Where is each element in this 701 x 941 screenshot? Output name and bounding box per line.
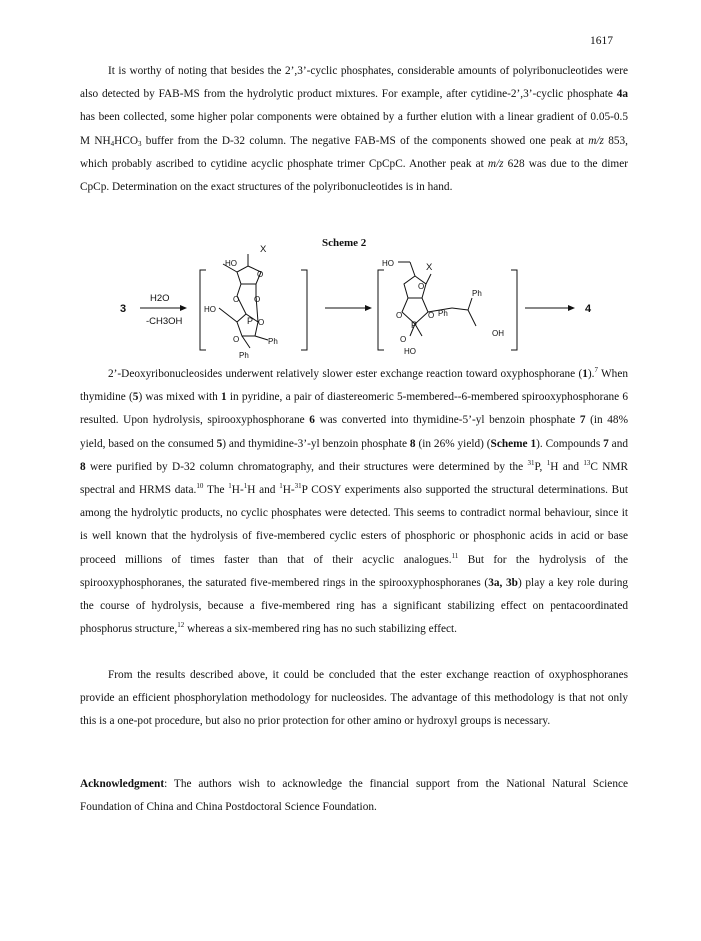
acknowledgment-label: Acknowledgment <box>80 778 165 790</box>
page-number: 1617 <box>590 35 613 47</box>
atom-label: O <box>418 282 425 291</box>
scheme-2-diagram <box>80 244 628 362</box>
atom-label: HO <box>204 305 216 314</box>
atom-label: Ph <box>268 337 278 346</box>
atom-label: O <box>257 270 264 279</box>
atom-label: Ph <box>239 351 249 360</box>
atom-label: X <box>260 244 267 255</box>
paragraph-deoxyribonucleosides: 2’-Deoxyribonucleosides underwent relatively slower ester exchange reaction toward oxyphosphorane (1).$^7$ When thymidine (5) was mixed with 1 in pyridine, a pair of diastereomeric 5-membered--6-membered spirooxyphosphorane 6 resulted. Upon hydrolysis, spirooxyphosphorane 6 was converted into thymidine-5’-yl benzoin phosphate 7 (in 48% yield, based on the consumed 5) and thymidine-3’-yl benzoin phosphate 8 (in 26% yield) (Scheme 1). Compounds 7 and 8 were purified by D-32 column chromatography, and their structures were determined by the $^{31}$P, $^1$H and $^{13}$C NMR spectral and HRMS data.$^{10}$ The $^1$H-$^1$H and $^1$H-$^{31}$P COSY experiments also supported the structural determinations. But among the hydrolytic products, no cyclic phosphates were detected. This seems to contradict normal behaviour, since it is well known that the hydrolysis of five-membered cyclic esters of phosphoric or phosphonic acids in acid or base proceed millions of times faster than that of their acyclic analogues.$^{11}$ But for the hydrolysis of the spirooxyphosphoranes, the saturated five-membered rings in the spirooxyphosphoranes (3a, 3b) play a key role during the course of hydrolysis, because a five-membered ring has a significant stabilizing effect on pentacoordinated phosphorus structure,$^{12}$ whereas a six-membered ring has no such stabilizing effect. <box>80 366 628 636</box>
atom-label: O <box>428 311 435 320</box>
atom-label: O <box>254 295 261 304</box>
atom-label: O <box>233 295 240 304</box>
atom-label: Ph <box>438 309 448 318</box>
reactant-label: 3 <box>120 303 127 315</box>
paragraph-polyribonucleotides: It is worthy of noting that besides the 2’,3’-cyclic phosphates, considerable amounts of polyribonucleotides were also detected by FAB-MS from the hydrolytic product mixtures. For example, after cytidine-2’,3’-cyclic phosphate 4a has been collected, some higher polar components were obtained by a further elution with a linear gradient of 0.05-0.5 M $NH_4HCO_3$ buffer from the D-32 column. The negative FAB-MS of the components showed one peak at m/z 853, which probably ascribed to cytidine acyclic phosphate trimer CpCpC. Another peak at m/z 628 was due to the dimer CpCp. Determination on the exact structures of the polyribonucleotides is in hand. <box>80 65 628 194</box>
paragraph-conclusion: From the results described above, it could be concluded that the ester exchange reaction of oxyphosphoranes provide an efficient phosphorylation methodology for nucleosides. The advantage of this methodology is that not only this is a one-pot procedure, but also no prior protection for other amino or hydroxyl groups is necessary. <box>80 669 628 728</box>
atom-label: O <box>400 335 407 344</box>
acknowledgment: Acknowledgment: The authors wish to acknowledge the financial support from the National Natural Science Foundation of China and China Postdoctoral Science Foundation. <box>80 778 628 814</box>
atom-label: P <box>411 320 418 330</box>
atom-label: O <box>258 318 265 327</box>
reagent-methanol: -CH3OH <box>146 316 183 327</box>
atom-label: HO <box>382 259 394 268</box>
atom-label: OH <box>492 329 504 338</box>
atom-label: X <box>426 262 433 273</box>
atom-label: HO <box>404 347 416 356</box>
reagent-water: H2O <box>150 293 170 304</box>
atom-label: O <box>396 311 403 320</box>
product-label: 4 <box>585 303 592 315</box>
atom-label: Ph <box>472 289 482 298</box>
scheme-title: Scheme 2 <box>322 237 367 249</box>
atom-label: O <box>233 335 240 344</box>
atom-label: P <box>247 316 254 326</box>
atom-label: HO <box>225 259 237 268</box>
